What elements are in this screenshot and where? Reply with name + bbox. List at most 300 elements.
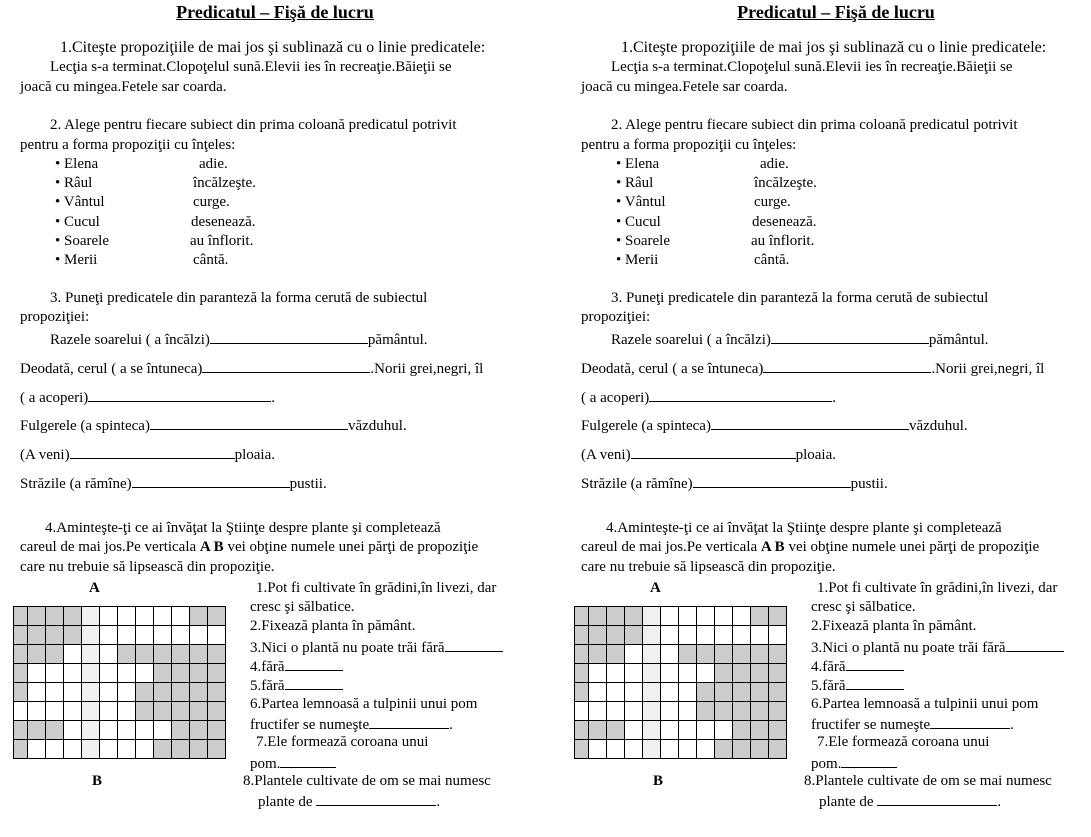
clue-text: 6.Partea lemnoasă a tulpinii unui pom — [811, 696, 1039, 712]
shaded-cell — [172, 721, 190, 740]
letter-cell[interactable] — [28, 664, 46, 683]
exercise-1-text: Lecţia s-a terminat.Clopoţelul sună.Elevii ies în recreaţie.Băieţii se — [50, 59, 452, 75]
shaded-cell — [172, 740, 190, 759]
predicate: adie. — [199, 156, 228, 172]
grid-row — [14, 645, 226, 664]
letter-cell[interactable] — [679, 721, 697, 740]
predicate: încălzeşte. — [754, 175, 817, 192]
exercise-3-instruction: propoziţiei: — [20, 309, 90, 325]
bullet-icon: • — [55, 232, 61, 249]
worksheet-title: Predicatul – Fişă de lucru — [176, 2, 374, 22]
clue-text: 3.Nici o plantă nu poate trăi fără — [250, 640, 445, 656]
shaded-cell — [697, 645, 715, 664]
subject: Cucul — [625, 213, 661, 230]
letter-cell[interactable] — [14, 702, 28, 721]
shaded-cell — [733, 721, 751, 740]
shaded-cell — [607, 645, 625, 664]
clue-text: 2.Fixează planta în pământ. — [250, 618, 416, 634]
letter-cell[interactable] — [64, 740, 82, 759]
ab-column-cell[interactable] — [82, 664, 100, 683]
bullet-item — [616, 193, 666, 211]
exercise-4-instruction — [20, 538, 478, 556]
shaded-cell — [154, 664, 172, 683]
shaded-cell — [46, 721, 64, 740]
answer-blank[interactable] — [846, 675, 904, 690]
exercise-2-instruction: 2. Alege pentru fiecare subiect din prima coloană predicatul potrivit — [611, 117, 1018, 133]
shaded-cell — [14, 740, 28, 759]
answer-blank[interactable] — [841, 753, 897, 768]
item-prefix: Razele soarelui ( a încălzi) — [611, 332, 771, 348]
shaded-cell — [190, 664, 208, 683]
bullet-icon: • — [616, 175, 622, 192]
letter-cell[interactable] — [136, 740, 154, 759]
exercise-1-text: joacă cu mingea.Fetele sar coarda. — [20, 79, 227, 95]
letter-cell[interactable] — [118, 702, 136, 721]
letter-cell[interactable] — [625, 645, 643, 664]
letter-cell[interactable] — [697, 607, 715, 626]
ab-column-cell[interactable] — [82, 702, 100, 721]
letter-cell[interactable] — [64, 721, 82, 740]
ab-column-cell[interactable] — [643, 645, 661, 664]
exercise-3-instruction: propoziţiei: — [581, 309, 651, 325]
predicate: cântă. — [754, 252, 790, 268]
shaded-cell — [208, 683, 226, 702]
shaded-cell — [751, 721, 769, 740]
shaded-cell — [733, 740, 751, 759]
letter-cell[interactable] — [28, 702, 46, 721]
crossword-clue — [250, 637, 503, 657]
letter-cell[interactable] — [769, 626, 787, 645]
letter-cell[interactable] — [733, 607, 751, 626]
shaded-cell — [769, 607, 787, 626]
exercise-1-instruction: 1.Citeşte propoziţiile de mai jos şi sublinază cu o linie predicatele: — [60, 39, 486, 56]
shaded-cell — [733, 702, 751, 721]
item-prefix: Deodată, cerul ( a se întuneca) — [20, 361, 203, 377]
letter-cell[interactable] — [697, 626, 715, 645]
fill-in-item — [20, 415, 407, 435]
letter-cell[interactable] — [715, 721, 733, 740]
letter-cell[interactable] — [661, 702, 679, 721]
bullet-icon: • — [55, 175, 61, 192]
letter-cell[interactable] — [100, 683, 118, 702]
letter-cell[interactable] — [661, 626, 679, 645]
ab-column-cell[interactable] — [82, 607, 100, 626]
ab-label: A B — [760, 539, 785, 555]
grid-row — [14, 721, 226, 740]
letter-cell[interactable] — [697, 740, 715, 759]
item-suffix: ploaia. — [795, 447, 836, 463]
shaded-cell — [697, 683, 715, 702]
answer-blank[interactable] — [649, 387, 832, 402]
exercise-2-instruction: 2. Alege pentru fiecare subiect din prima coloană predicatul potrivit — [50, 117, 457, 133]
ab-column-cell[interactable] — [643, 721, 661, 740]
ab-column-cell[interactable] — [82, 683, 100, 702]
letter-cell[interactable] — [679, 702, 697, 721]
crossword-clue — [811, 656, 904, 676]
shaded-cell — [751, 683, 769, 702]
letter-cell[interactable] — [661, 664, 679, 683]
grid-row — [14, 702, 226, 721]
letter-cell[interactable] — [625, 664, 643, 683]
crossword-clue — [250, 753, 336, 773]
shaded-cell — [715, 702, 733, 721]
crossword-clue — [243, 772, 491, 790]
letter-cell[interactable] — [64, 645, 82, 664]
shaded-cell — [715, 645, 733, 664]
bullet-item — [55, 155, 98, 173]
shaded-cell — [46, 645, 64, 664]
letter-cell[interactable] — [575, 702, 589, 721]
ab-column-cell[interactable] — [643, 683, 661, 702]
shaded-cell — [575, 721, 589, 740]
predicate: au înflorit. — [751, 232, 815, 249]
letter-cell[interactable] — [64, 702, 82, 721]
shaded-cell — [190, 702, 208, 721]
crossword-clue — [817, 579, 1057, 597]
crossword-clue — [258, 791, 440, 811]
shaded-cell — [14, 721, 28, 740]
letter-cell[interactable] — [154, 721, 172, 740]
letter-cell[interactable] — [100, 645, 118, 664]
letter-cell[interactable] — [208, 626, 226, 645]
exercise-2-instruction: pentru a forma propoziţii cu înţeles: — [20, 137, 236, 153]
answer-blank[interactable] — [285, 656, 343, 671]
answer-blank[interactable] — [88, 387, 271, 402]
letter-cell[interactable] — [607, 740, 625, 759]
letter-cell[interactable] — [625, 740, 643, 759]
shaded-cell — [575, 664, 589, 683]
clue-text: 4.fără — [811, 659, 846, 675]
letter-cell[interactable] — [607, 702, 625, 721]
shaded-cell — [575, 626, 589, 645]
ab-column-cell[interactable] — [643, 702, 661, 721]
letter-cell[interactable] — [607, 683, 625, 702]
clue-text: 6.Partea lemnoasă a tulpinii unui pom — [250, 696, 478, 712]
crossword-clue — [250, 617, 415, 635]
ab-column-cell[interactable] — [82, 721, 100, 740]
shaded-cell — [769, 721, 787, 740]
exercise-1-instruction: 1.Citeşte propoziţiile de mai jos şi sublinază cu o linie predicatele: — [621, 39, 1047, 56]
letter-cell[interactable] — [661, 645, 679, 664]
clue-text: 1.Pot fi cultivate în grădini,în livezi, dar — [256, 580, 497, 596]
bullet-item — [616, 174, 653, 192]
shaded-cell — [172, 702, 190, 721]
exercise-4-instruction: 4.Aminteşte-ţi ce ai învăţat la Ştiinţe despre plante şi completează — [45, 520, 441, 536]
answer-blank[interactable] — [711, 415, 909, 430]
letter-cell[interactable] — [625, 702, 643, 721]
item-suffix: ploaia. — [234, 447, 275, 463]
letter-cell[interactable] — [625, 683, 643, 702]
item-suffix: pământul. — [367, 332, 428, 348]
clue-text: 4.fără — [250, 659, 285, 675]
bullet-icon: • — [616, 194, 622, 211]
item-prefix: Fulgerele (a spinteca) — [581, 418, 711, 434]
letter-cell[interactable] — [118, 607, 136, 626]
letter-cell[interactable] — [589, 683, 607, 702]
subject: Vântul — [63, 194, 105, 211]
answer-blank[interactable] — [771, 329, 929, 344]
item-suffix: pustii. — [850, 476, 888, 492]
ab-column-cell[interactable] — [643, 664, 661, 683]
fill-in-item — [581, 415, 968, 435]
answer-blank[interactable] — [70, 444, 235, 459]
subject: Merii — [625, 252, 659, 268]
fill-in-item — [581, 444, 836, 464]
shaded-cell — [575, 607, 589, 626]
letter-cell[interactable] — [100, 664, 118, 683]
ab-column-cell[interactable] — [82, 645, 100, 664]
answer-blank[interactable] — [445, 637, 503, 652]
grid-row — [14, 664, 226, 683]
vertical-label-a: A — [89, 580, 100, 596]
shaded-cell — [715, 740, 733, 759]
letter-cell[interactable] — [64, 664, 82, 683]
answer-blank[interactable] — [316, 791, 436, 806]
answer-blank[interactable] — [877, 791, 997, 806]
bullet-icon: • — [616, 232, 622, 249]
item-prefix: ( a acoperi) — [20, 390, 89, 406]
letter-cell[interactable] — [136, 664, 154, 683]
item-suffix: .Norii grei,negri, îl — [931, 361, 1045, 377]
shaded-cell — [136, 702, 154, 721]
letter-cell[interactable] — [136, 626, 154, 645]
exercise-1-text: Lecţia s-a terminat.Clopoţelul sună.Elevii ies în recreaţie.Băieţii se — [611, 59, 1013, 75]
letter-cell[interactable] — [589, 664, 607, 683]
letter-cell[interactable] — [172, 626, 190, 645]
crossword-clue — [811, 617, 976, 635]
fill-in-item — [581, 387, 836, 407]
answer-blank[interactable] — [132, 473, 290, 488]
answer-blank[interactable] — [285, 675, 343, 690]
letter-cell[interactable] — [100, 740, 118, 759]
answer-blank[interactable] — [150, 415, 348, 430]
shaded-cell — [190, 740, 208, 759]
ab-column-cell[interactable] — [643, 626, 661, 645]
letter-cell[interactable] — [118, 626, 136, 645]
shaded-cell — [679, 645, 697, 664]
item-prefix: Deodată, cerul ( a se întuneca) — [581, 361, 764, 377]
shaded-cell — [697, 702, 715, 721]
clue-suffix: . — [997, 794, 1002, 810]
grid-row — [14, 740, 226, 759]
letter-cell[interactable] — [100, 607, 118, 626]
vertical-label-b: B — [92, 773, 103, 789]
item-suffix: pustii. — [289, 476, 327, 492]
fill-in-item — [581, 473, 888, 493]
answer-blank[interactable] — [763, 358, 931, 373]
answer-blank[interactable] — [202, 358, 370, 373]
predicate: desenează. — [752, 213, 817, 230]
clue-text: 8.Plantele cultivate de om se mai numesc — [804, 773, 1052, 789]
letter-cell[interactable] — [607, 664, 625, 683]
shaded-cell — [28, 607, 46, 626]
item-prefix: Străzile (a rămîne) — [20, 476, 132, 492]
bullet-item — [616, 232, 670, 250]
ab-column-cell[interactable] — [643, 740, 661, 759]
letter-cell[interactable] — [28, 683, 46, 702]
letter-cell[interactable] — [118, 664, 136, 683]
bullet-icon: • — [616, 252, 622, 268]
shaded-cell — [589, 626, 607, 645]
clue-text: fructifer se numeşte — [250, 717, 370, 733]
shaded-cell — [172, 664, 190, 683]
letter-cell[interactable] — [625, 721, 643, 740]
letter-cell[interactable] — [715, 626, 733, 645]
letter-cell[interactable] — [661, 740, 679, 759]
ab-column-cell[interactable] — [82, 626, 100, 645]
shaded-cell — [154, 683, 172, 702]
letter-cell[interactable] — [100, 721, 118, 740]
crossword-clue — [811, 675, 904, 695]
letter-cell[interactable] — [118, 683, 136, 702]
grid-row — [575, 683, 787, 702]
answer-blank[interactable] — [1006, 637, 1064, 652]
shaded-cell — [715, 664, 733, 683]
shaded-cell — [769, 645, 787, 664]
letter-cell[interactable] — [697, 664, 715, 683]
bullet-item — [616, 251, 658, 269]
shaded-cell — [769, 740, 787, 759]
crossword-clue — [817, 733, 989, 751]
crossword-clue — [811, 695, 1038, 713]
shaded-cell — [769, 664, 787, 683]
letter-cell[interactable] — [661, 607, 679, 626]
letter-cell[interactable] — [679, 664, 697, 683]
shaded-cell — [589, 721, 607, 740]
letter-cell[interactable] — [679, 740, 697, 759]
clue-text: plante de — [258, 794, 317, 810]
clue-text: 7.Ele formează coroana unui — [817, 734, 990, 750]
clue-text: plante de — [819, 794, 878, 810]
shaded-cell — [46, 607, 64, 626]
letter-cell[interactable] — [733, 626, 751, 645]
shaded-cell — [575, 645, 589, 664]
bullet-icon: • — [55, 252, 61, 268]
crossword-clue — [250, 656, 343, 676]
letter-cell[interactable] — [661, 721, 679, 740]
shaded-cell — [751, 664, 769, 683]
exercise-3-instruction: 3. Puneţi predicatele din paranteză la forma cerută de subiectul — [50, 290, 428, 306]
ab-column-cell[interactable] — [643, 607, 661, 626]
letter-cell[interactable] — [172, 607, 190, 626]
letter-cell[interactable] — [46, 740, 64, 759]
crossword-clue — [256, 579, 496, 597]
exercise-4-instruction — [581, 538, 1039, 556]
answer-blank[interactable] — [930, 714, 1010, 729]
predicate: curge. — [754, 194, 791, 211]
shaded-cell — [14, 626, 28, 645]
letter-cell[interactable] — [136, 721, 154, 740]
answer-blank[interactable] — [693, 473, 851, 488]
answer-blank[interactable] — [280, 753, 336, 768]
letter-cell[interactable] — [100, 626, 118, 645]
text: vei obţine numele unei părţi de propoziţie — [784, 539, 1040, 555]
fill-in-item — [20, 473, 327, 493]
predicate: încălzeşte. — [193, 175, 256, 192]
letter-cell[interactable] — [190, 626, 208, 645]
clue-text: 8.Plantele cultivate de om se mai numesc — [243, 773, 491, 789]
bullet-item — [616, 155, 659, 173]
letter-cell[interactable] — [118, 721, 136, 740]
letter-cell[interactable] — [64, 683, 82, 702]
predicate: au înflorit. — [190, 232, 254, 249]
letter-cell[interactable] — [154, 626, 172, 645]
answer-blank[interactable] — [369, 714, 449, 729]
bullet-icon: • — [55, 156, 61, 172]
crossword-clue — [811, 598, 916, 616]
bullet-icon: • — [55, 213, 61, 230]
letter-cell[interactable] — [100, 702, 118, 721]
clue-text: 7.Ele formează coroana unui — [256, 734, 429, 750]
crossword-clue — [804, 772, 1052, 790]
subject: Soarele — [64, 232, 109, 249]
letter-cell[interactable] — [715, 607, 733, 626]
letter-cell[interactable] — [46, 664, 64, 683]
shaded-cell — [136, 683, 154, 702]
answer-blank[interactable] — [846, 656, 904, 671]
ab-column-cell[interactable] — [82, 740, 100, 759]
text: careul de mai jos.Pe verticala — [581, 539, 761, 555]
letter-cell[interactable] — [136, 607, 154, 626]
letter-cell[interactable] — [661, 683, 679, 702]
subject: Râul — [64, 175, 93, 192]
shaded-cell — [46, 626, 64, 645]
shaded-cell — [14, 683, 28, 702]
letter-cell[interactable] — [751, 626, 769, 645]
crossword-clue — [256, 733, 428, 751]
shaded-cell — [172, 683, 190, 702]
bullet-icon: • — [616, 213, 622, 230]
exercise-4-instruction: 4.Aminteşte-ţi ce ai învăţat la Ştiinţe despre plante şi completează — [606, 520, 1002, 536]
letter-cell[interactable] — [697, 721, 715, 740]
shaded-cell — [28, 645, 46, 664]
crossword-clue — [250, 675, 343, 695]
letter-cell[interactable] — [679, 683, 697, 702]
item-prefix: Străzile (a rămîne) — [581, 476, 693, 492]
letter-cell[interactable] — [118, 740, 136, 759]
shaded-cell — [751, 740, 769, 759]
bullet-item — [55, 251, 97, 269]
letter-cell[interactable] — [679, 607, 697, 626]
letter-cell[interactable] — [46, 702, 64, 721]
shaded-cell — [64, 626, 82, 645]
exercise-1-text: joacă cu mingea.Fetele sar coarda. — [581, 79, 788, 95]
shaded-cell — [751, 607, 769, 626]
predicate: cântă. — [193, 252, 229, 268]
letter-cell[interactable] — [154, 607, 172, 626]
shaded-cell — [14, 645, 28, 664]
clue-text: pom. — [811, 756, 842, 772]
answer-blank[interactable] — [631, 444, 796, 459]
letter-cell[interactable] — [46, 683, 64, 702]
clue-text: 5.fără — [811, 678, 846, 694]
predicate: desenează. — [191, 213, 256, 230]
grid-row — [575, 740, 787, 759]
crossword-clue — [250, 695, 477, 713]
item-prefix: ( a acoperi) — [581, 390, 650, 406]
letter-cell[interactable] — [28, 740, 46, 759]
letter-cell[interactable] — [589, 702, 607, 721]
shaded-cell — [715, 683, 733, 702]
letter-cell[interactable] — [589, 740, 607, 759]
letter-cell[interactable] — [679, 626, 697, 645]
crossword-grid — [13, 606, 226, 759]
answer-blank[interactable] — [210, 329, 368, 344]
subject: Vântul — [624, 194, 666, 211]
predicate: curge. — [193, 194, 230, 211]
clue-suffix: . — [1010, 717, 1014, 733]
bullet-icon: • — [616, 156, 622, 172]
